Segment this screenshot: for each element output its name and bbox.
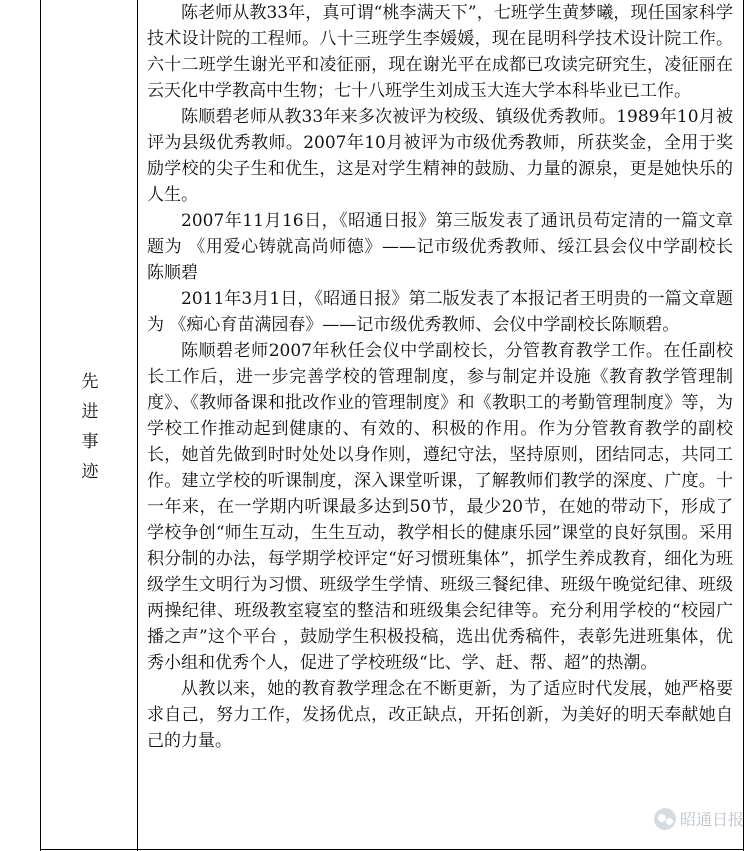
row-label-char: 先 (81, 372, 99, 392)
paragraph-honors: 陈顺碧老师从教33年来多次被评为校级、镇级优秀教师。1989年10月被评为县级优秀教师。2007年10月被评为市级优秀教师，所获奖金，全用于奖励学校的尖子生和优生，这是对学生精神的鼓励、力量的源泉，更是她快乐的人生。 (147, 107, 733, 205)
table-border-right (743, 0, 744, 851)
source-watermark (654, 807, 744, 830)
paragraph-teaching-philosophy: 从教以来，她的教育教学理念在不断更新，为了适应时代发展，她严格要求自己，努力工作，发扬优点，改正缺点，开拓创新，为美好的明天奉献她自己的力量。 (147, 679, 733, 751)
paragraph-vice-principal-work: 陈顺碧老师2007年秋任会仪中学副校长，分管教育教学工作。在任副校长工作后，进一步完善学校的管理制度，参与制定并设施《教育教学管理制度》、《教师备课和批改作业的管理制度》和《教职工的考勤管理制度》等，为学校工作推动起到健康的、有效的、积极的作用。作为分管教育教学的副校长，她首先做到时时处处以身作则，遵纪守法，坚持原则，团结同志，共同工作。建立学校的听课制度，深入课堂听课，了解教师们教学的深度、广度。十一年来，在一学期内听课最多达到50节，最少20节，在她的带动下，形成了学校争创“师生互动，生生互动，教学相长的健康乐园”课堂的良好氛围。采用积分制的办法，每学期学校评定“好习惯班集体”，抓学生养成教育，细化为班级学生文明行为习惯、班级学生学情、班级三餐纪律、班级午晚觉纪律、班级两操纪律、班级教室寝室的整洁和班级集会纪律等。充分利用学校的“校园广播之声”这个平台 ，鼓励学生积极投稿，选出优秀稿件，表彰先进班集体，优秀小组和优秀个人，促进了学校班级“比、学、赶、帮、超”的热潮。 (147, 341, 733, 673)
watermark-label: 昭通日报 (679, 810, 744, 829)
paragraph-news-2011: 2011年3月1日，《昭通日报》第二版发表了本报记者王明贵的一篇文章题为 《痴心育苗满园春》——记市级优秀教师、会仪中学副校长陈顺碧。 (147, 289, 733, 335)
deeds-content (147, 0, 733, 754)
table-border-left (40, 0, 41, 851)
row-label-char: 事 (81, 432, 99, 452)
row-label-char: 进 (81, 402, 99, 422)
row-label-char: 迹 (81, 462, 99, 482)
paragraph-students-achievements: 陈老师从教33年，真可谓“桃李满天下”，七班学生黄梦曦，现任国家科学技术设计院的工程师。八十三班学生李媛媛，现在昆明科学技术设计院工作。六十二班学生谢光平和凌征丽，现在谢光平在成都已攻读完研究生，凌征丽在云天化中学教高中生物；七十八班学生刘成玉大连大学本科毕业已工作。 (147, 3, 733, 101)
row-label-advanced-deeds (76, 367, 104, 487)
table-column-divider (137, 0, 138, 851)
table-border-bottom (40, 849, 744, 850)
wechat-icon (654, 808, 676, 830)
paragraph-news-2007: 2007年11月16日，《昭通日报》第三版发表了通讯员苟定清的一篇文章题为 《用爱心铸就高尚师德》——记市级优秀教师、绥江县会仪中学副校长 陈顺碧 (147, 211, 733, 283)
